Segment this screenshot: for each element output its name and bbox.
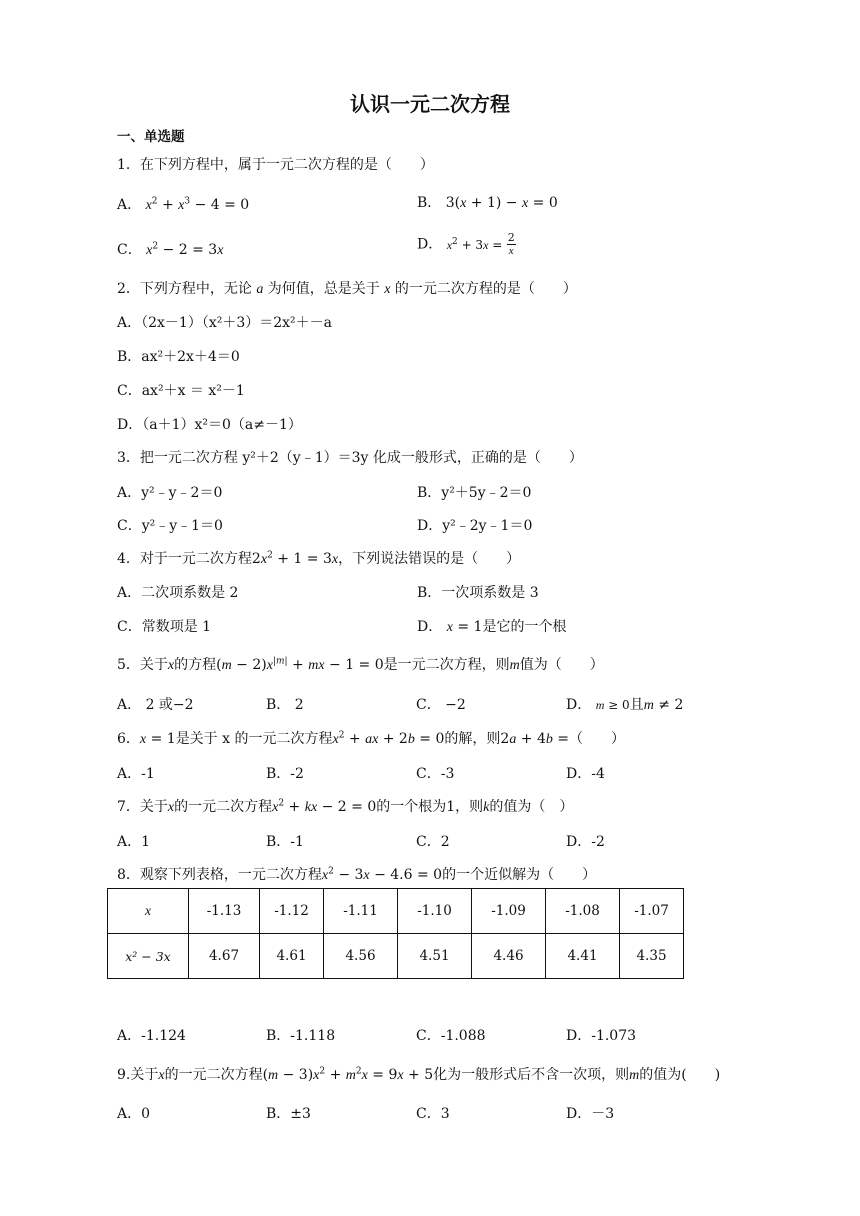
table-cell: 4.51	[398, 934, 472, 979]
question-7-stem: 7．关于x的一元二次方程$x^2$ + kx − 2 = 0的一个根为1，则k的值为（ ）	[117, 798, 574, 815]
question-3-option-b: B．y²＋5y﹣2＝0	[417, 485, 532, 501]
question-1-option-d: D． $x^2 + 3x$ = $\frac{2}{x}$	[417, 231, 515, 257]
question-9-option-a: A．0	[117, 1106, 151, 1122]
question-7-option-c: C．2	[416, 834, 450, 850]
table-cell: -1.11	[324, 889, 398, 934]
question-3-stem: 3．把一元二次方程 y²＋2（y﹣1）＝3y 化成一般形式，正确的是（ ）	[117, 450, 583, 466]
question-7-option-d: D．-2	[566, 834, 605, 850]
question-3-option-c: C．y²﹣y﹣1＝0	[117, 518, 223, 534]
question-7-option-b: B．-1	[266, 834, 304, 850]
question-6-option-c: C．-3	[416, 766, 455, 782]
table-cell: 4.67	[189, 934, 260, 979]
question-4-option-a: A．二次项系数是 2	[117, 585, 239, 601]
question-8-option-a: A．-1.124	[117, 1028, 186, 1044]
value-table	[107, 888, 684, 979]
table-cell: -1.08	[546, 889, 620, 934]
question-4-option-c: C．常数项是 1	[117, 619, 212, 635]
question-2-option-c: C．ax²＋x ＝ x²－1	[117, 383, 245, 399]
question-1-stem: 1．在下列方程中，属于一元二次方程的是（ ）	[117, 157, 434, 173]
table-cell: 4.41	[546, 934, 620, 979]
question-1-option-c: C． $x^2 - 2 = 3x$	[117, 241, 224, 258]
question-4-option-d: D． x = 1是它的一个根	[417, 619, 567, 635]
question-3-option-d: D．y²﹣2y﹣1＝0	[417, 518, 533, 534]
question-7-option-a: A．1	[117, 834, 151, 850]
question-9-option-d: D．－3	[566, 1106, 615, 1122]
question-6-option-d: D．-4	[566, 766, 605, 782]
question-9-option-c: C．3	[416, 1106, 450, 1122]
table-cell: -1.10	[398, 889, 472, 934]
table-cell: -1.07	[620, 889, 684, 934]
question-8-option-b: B．-1.118	[266, 1028, 336, 1044]
question-2-option-b: B．ax²＋2x＋4＝0	[117, 349, 240, 365]
question-5-option-d: D． m ≥ 0且m ≠ 2	[566, 697, 684, 713]
table-row-expression	[108, 934, 684, 979]
page-title: 认识一元二次方程	[350, 92, 510, 116]
question-8-stem: 8．观察下列表格，一元二次方程$x^2 - 3x - 4.6 = 0$的一个近似解为（ ）	[117, 866, 597, 883]
question-5-option-c: C． −2	[416, 697, 466, 713]
table-cell: -1.13	[189, 889, 260, 934]
table-header-x: x	[108, 889, 189, 934]
table-header-expression: x² − 3x	[108, 934, 189, 979]
question-2-option-a: A．（2x－1）（x²＋3）＝2x²＋－a	[117, 315, 332, 331]
table-cell: 4.61	[260, 934, 324, 979]
question-8-option-c: C．-1.088	[416, 1028, 486, 1044]
table-cell: 4.56	[324, 934, 398, 979]
section-heading: 一、单选题	[117, 129, 185, 145]
question-4-stem: 4．对于一元二次方程$2x^2 + 1 = 3x$，下列说法错误的是（ ）	[117, 550, 521, 567]
question-4-option-b: B．一次项系数是 3	[417, 585, 539, 601]
question-2-stem: 2．下列方程中，无论 a 为何值，总是关于 x 的一元二次方程的是（ ）	[117, 281, 577, 297]
table-row-x	[108, 889, 684, 934]
question-9-option-b: B．±3	[266, 1106, 311, 1122]
question-5-option-a: A． 2 或−2	[117, 697, 194, 713]
question-8-option-d: D．-1.073	[566, 1028, 637, 1044]
table-cell: -1.09	[472, 889, 546, 934]
question-3-option-a: A．y²﹣y﹣2＝0	[117, 485, 223, 501]
table-cell: -1.12	[260, 889, 324, 934]
question-5-option-b: B． 2	[266, 697, 304, 713]
question-9-stem: 9.关于x的一元二次方程$(m - 3)x^2 + m^2x = 9x + 5$化为一般形式后不含一次项，则m的值为( )	[117, 1066, 721, 1083]
question-1-option-a: A． $x^2 + x^3 - 4 = 0$	[117, 196, 250, 213]
question-6-stem: 6．x = 1是关于 x 的一元二次方程$x^2$ + ax + 2b = 0的解，则2a + 4b =（ ）	[117, 730, 626, 747]
question-5-stem: 5．关于x的方程$(m - 2)x^{|m|}$ + mx − 1 = 0是一元二次方程，则m值为（ ）	[117, 656, 604, 673]
question-1-option-b: B． 3(x + 1) − x = 0	[417, 195, 558, 211]
table-cell: 4.35	[620, 934, 684, 979]
question-6-option-a: A．-1	[117, 766, 155, 782]
question-2-option-d: D．（a＋1）x²＝0（a≠－1）	[117, 417, 302, 433]
table-cell: 4.46	[472, 934, 546, 979]
question-6-option-b: B．-2	[266, 766, 304, 782]
